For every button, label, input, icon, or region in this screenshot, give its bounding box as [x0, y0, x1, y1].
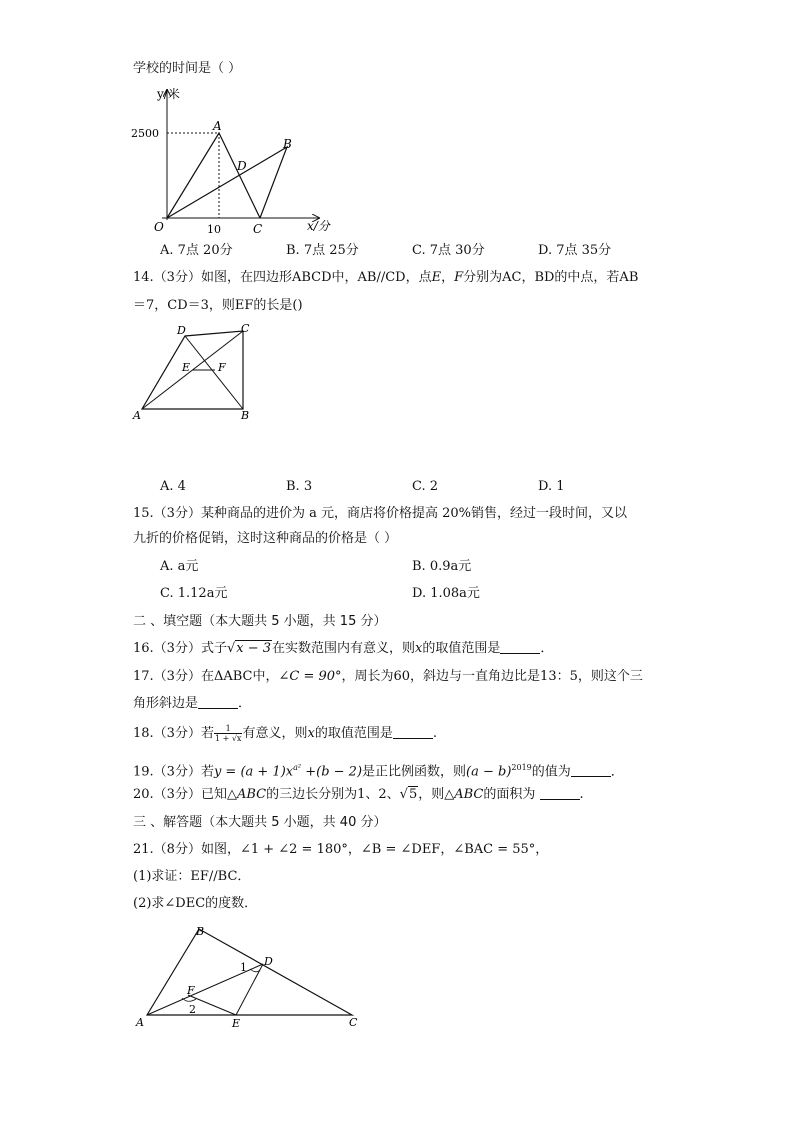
q20-answer-blank[interactable] [540, 787, 580, 800]
q21-part1: (1)求证：EF//BC． [133, 869, 251, 884]
label-d: D [237, 159, 247, 173]
label-a: A [133, 409, 141, 422]
label-e: E [182, 361, 191, 374]
q13-tail: 学校的时间是（ ） [133, 61, 242, 76]
x-tick-10: 10 [207, 223, 221, 236]
q17-answer-blank[interactable] [198, 696, 238, 709]
q16-answer-blank[interactable] [500, 641, 540, 654]
q19: 19.（3分）若$y = (a + 1)x^{a^2} +(b - 2)$是正比例函数，则$(a - b)^{2019}$的值为 ． [133, 763, 624, 780]
label-e: E [232, 1017, 241, 1030]
q16: 16.（3分）式子√x − 3在实数范围内有意义，则x的取值范围是 ． [133, 641, 554, 656]
label-f: F [187, 984, 195, 997]
q15-option-d[interactable]: D. 1.08a元 [412, 586, 480, 601]
label-angle-2: 2 [189, 1003, 196, 1016]
q13-option-a[interactable]: A. 7点 20分 [160, 243, 233, 258]
q15-option-b[interactable]: B. 0.9a元 [412, 559, 472, 574]
label-b: B [196, 925, 205, 938]
q13-graph [127, 85, 330, 236]
q14-line1: 14.（3分）如图，在四边形ABCD中，AB//CD，点E，F分别为AC，BD的中点，若AB [133, 270, 639, 285]
q13-option-c[interactable]: C. 7点 30分 [412, 243, 485, 258]
label-c: C [241, 322, 250, 335]
label-o: O [154, 220, 164, 234]
label-angle-1: 1 [240, 961, 247, 974]
label-d: D [264, 955, 273, 968]
q21-figure [130, 920, 370, 1035]
q14-option-a[interactable]: A. 4 [160, 479, 186, 494]
q13-option-b[interactable]: B. 7点 25分 [286, 243, 359, 258]
series-path-oac [167, 133, 260, 218]
x-axis-label: x/分 [307, 219, 330, 233]
q15-option-a[interactable]: A. a元 [160, 559, 199, 574]
y-axis-label: y/米 [157, 87, 180, 101]
label-d: D [177, 324, 186, 337]
q14-line2: ＝7，CD＝3，则EF的长是() [133, 298, 303, 313]
q14-option-d[interactable]: D. 1 [538, 479, 565, 494]
label-c: C [349, 1016, 358, 1029]
q14-figure [130, 322, 260, 422]
section-solutions: 三 、解答题（本大题共 5 小题，共 40 分） [133, 815, 387, 830]
q21-part2: (2)求∠DEC的度数． [133, 896, 258, 911]
q15-line2: 九折的价格促销，这时这种商品的价格是（ ） [133, 531, 398, 546]
label-f: F [218, 361, 226, 374]
q15-option-c[interactable]: C. 1.12a元 [160, 586, 228, 601]
y-tick-2500: 2500 [131, 127, 159, 140]
label-b: B [283, 137, 292, 151]
triangle-abc [147, 929, 352, 1015]
label-a: A [136, 1016, 144, 1029]
q13-option-d[interactable]: D. 7点 35分 [538, 243, 612, 258]
label-a: A [213, 119, 222, 133]
label-c: C [253, 222, 263, 236]
q20: 20.（3分）已知△ABC的三边长分别为1、2、√5，则△ABC的面积为 . [133, 787, 584, 802]
q21-line1: 21.（8分）如图，∠1 + ∠2 = 180°，∠B = ∠DEF，∠BAC = 55°， [133, 842, 549, 857]
q18: 18.（3分）若 $\frac{1}{1 + √x}$ 有意义，则x的取值范围是 . [133, 724, 437, 743]
q14-option-b[interactable]: B. 3 [286, 479, 313, 494]
q17-line2: 角形斜边是 ． [133, 696, 252, 711]
series-path-obc [167, 147, 287, 218]
section-fill-in: 二 、填空题（本大题共 5 小题，共 15 分） [133, 614, 387, 629]
label-b: B [241, 409, 250, 422]
q18-answer-blank[interactable] [393, 726, 433, 739]
q17-line1: 17.（3分）在ΔABC中，∠C = 90°，周长为60，斜边与一直角边比是13：5，则这个三 [133, 669, 643, 684]
q15-line1: 15.（3分）某种商品的进价为 a 元，商店将价格提高 20%销售，经过一段时间，又以 [133, 506, 627, 521]
diagonal-bd [185, 336, 243, 409]
q14-option-c[interactable]: C. 2 [412, 479, 439, 494]
q19-answer-blank[interactable] [571, 764, 611, 777]
